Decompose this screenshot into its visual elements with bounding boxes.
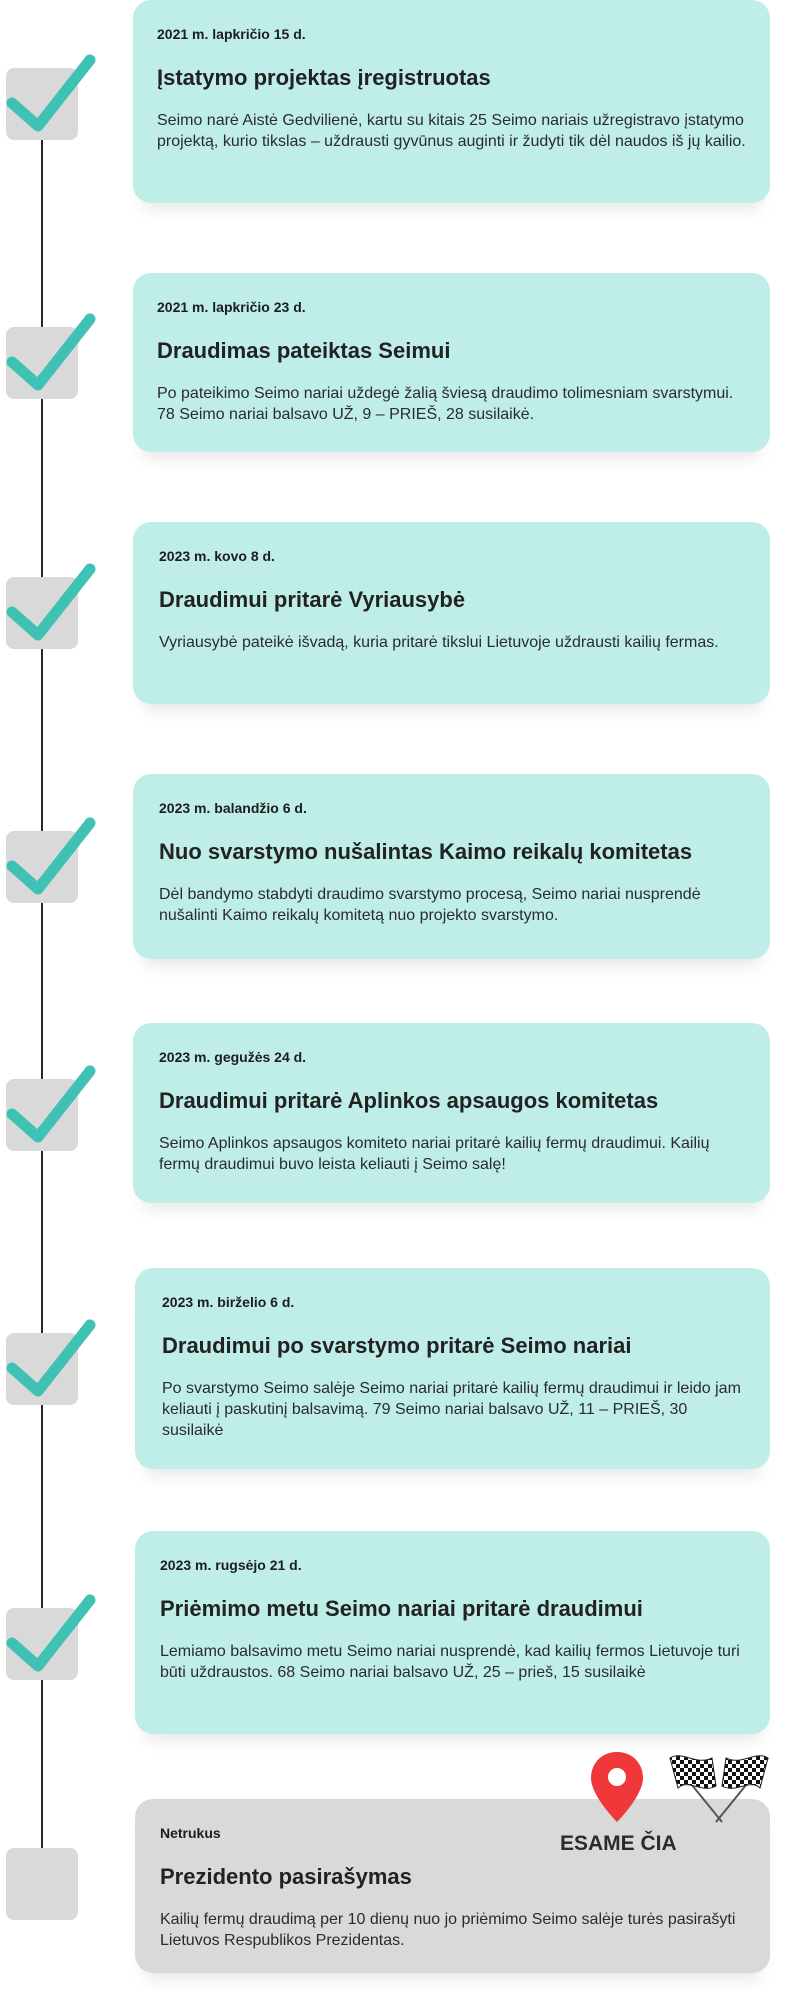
step-title: Nuo svarstymo nušalintas Kaimo reikalų komitetas — [159, 839, 693, 864]
step-description: Lemiamo balsavimo metu Seimo nariai nusprendė, kad kailių fermos Lietuvoje turi būti uždraustos. 68 Seimo nariai balsavo UŽ, 25 – prieš, 15 susilaikė — [160, 1643, 740, 1681]
checkmark-icon — [6, 307, 96, 397]
step-date: 2023 m. kovo 8 d. — [159, 548, 275, 564]
step-description: Po svarstymo Seimo salėje Seimo nariai pritarė kailių fermų draudimui ir leido jam keliauti į paskutinį balsavimą. 79 Seimo nariai balsavo UŽ, 11 – PRIEŠ, 30 susilaikė — [162, 1380, 741, 1439]
timeline-card — [133, 273, 770, 452]
step-title: Draudimui pritarė Aplinkos apsaugos komitetas — [159, 1088, 659, 1113]
step-date: 2021 m. lapkričio 23 d. — [157, 299, 306, 315]
step-description: Dėl bandymo stabdyti draudimo svarstymo procesą, Seimo nariai nusprendė nušalinti Kaimo reikalų komitetą nuo projekto svarstymo. — [159, 886, 701, 924]
step-date: 2023 m. balandžio 6 d. — [159, 800, 307, 816]
current-status-label: ESAME ČIA — [560, 1832, 677, 1855]
step-check-box — [6, 1079, 78, 1151]
timeline-card — [135, 1531, 770, 1734]
step-title: Draudimui pritarė Vyriausybė — [159, 587, 466, 612]
step-description: Kailių fermų draudimą per 10 dienų nuo jo priėmimo Seimo salėje turės pasirašyti Lietuvos Respublikos Prezidentas. — [160, 1911, 736, 1949]
step-description: Po pateikimo Seimo nariai uždegė žalią šviesą draudimo tolimesniam svarstymui. 78 Seimo nariai balsavo UŽ, 9 – PRIEŠ, 28 susilaikė. — [157, 385, 734, 423]
checkmark-icon — [6, 48, 96, 138]
checkmark-icon — [6, 1313, 96, 1403]
location-pin-icon — [589, 1750, 645, 1824]
timeline-card-pending — [135, 1799, 770, 1973]
checkmark-icon — [6, 557, 96, 647]
step-check-box — [6, 577, 78, 649]
checkmark-icon — [6, 1059, 96, 1149]
step-date: 2023 m. rugsėjo 21 d. — [160, 1557, 302, 1573]
step-check-box — [6, 1333, 78, 1405]
step-title: Įstatymo projektas įregistruotas — [157, 65, 491, 90]
checkmark-icon — [6, 1588, 96, 1678]
step-check-box — [6, 68, 78, 140]
step-title: Prezidento pasirašymas — [160, 1864, 412, 1889]
timeline-card — [133, 1023, 770, 1203]
step-description: Seimo Aplinkos apsaugos komiteto nariai pritarė kailių fermų draudimui. Kailių fermų draudimui buvo leista keliauti į Seimo salę! — [159, 1135, 710, 1173]
step-description: Seimo narė Aistė Gedvilienė, kartu su kitais 25 Seimo nariais užregistravo įstatymo projektą, kurio tikslas – uždrausti gyvūnus auginti ir žudyti tik dėl naudos iš jų kailio. — [157, 112, 746, 150]
step-title: Draudimas pateiktas Seimui — [157, 338, 451, 363]
timeline-card — [135, 1268, 770, 1469]
checkmark-icon — [6, 811, 96, 901]
step-date: 2021 m. lapkričio 15 d. — [157, 26, 306, 42]
step-check-box-empty — [6, 1848, 78, 1920]
timeline-card — [133, 774, 770, 959]
step-check-box — [6, 327, 78, 399]
step-title: Draudimui po svarstymo pritarė Seimo nariai — [162, 1333, 632, 1358]
step-date: 2023 m. gegužės 24 d. — [159, 1049, 307, 1065]
step-date: 2023 m. birželio 6 d. — [162, 1294, 295, 1310]
step-check-box — [6, 1608, 78, 1680]
checkered-flags-icon — [656, 1752, 782, 1824]
timeline-card — [133, 522, 770, 704]
step-date: Netrukus — [160, 1825, 221, 1841]
step-description: Vyriausybė pateikė išvadą, kuria pritarė tikslui Lietuvoje uždrausti kailių fermas. — [159, 634, 719, 651]
step-check-box — [6, 831, 78, 903]
step-title: Priėmimo metu Seimo nariai pritarė draudimui — [160, 1596, 643, 1621]
timeline-card — [133, 0, 770, 203]
